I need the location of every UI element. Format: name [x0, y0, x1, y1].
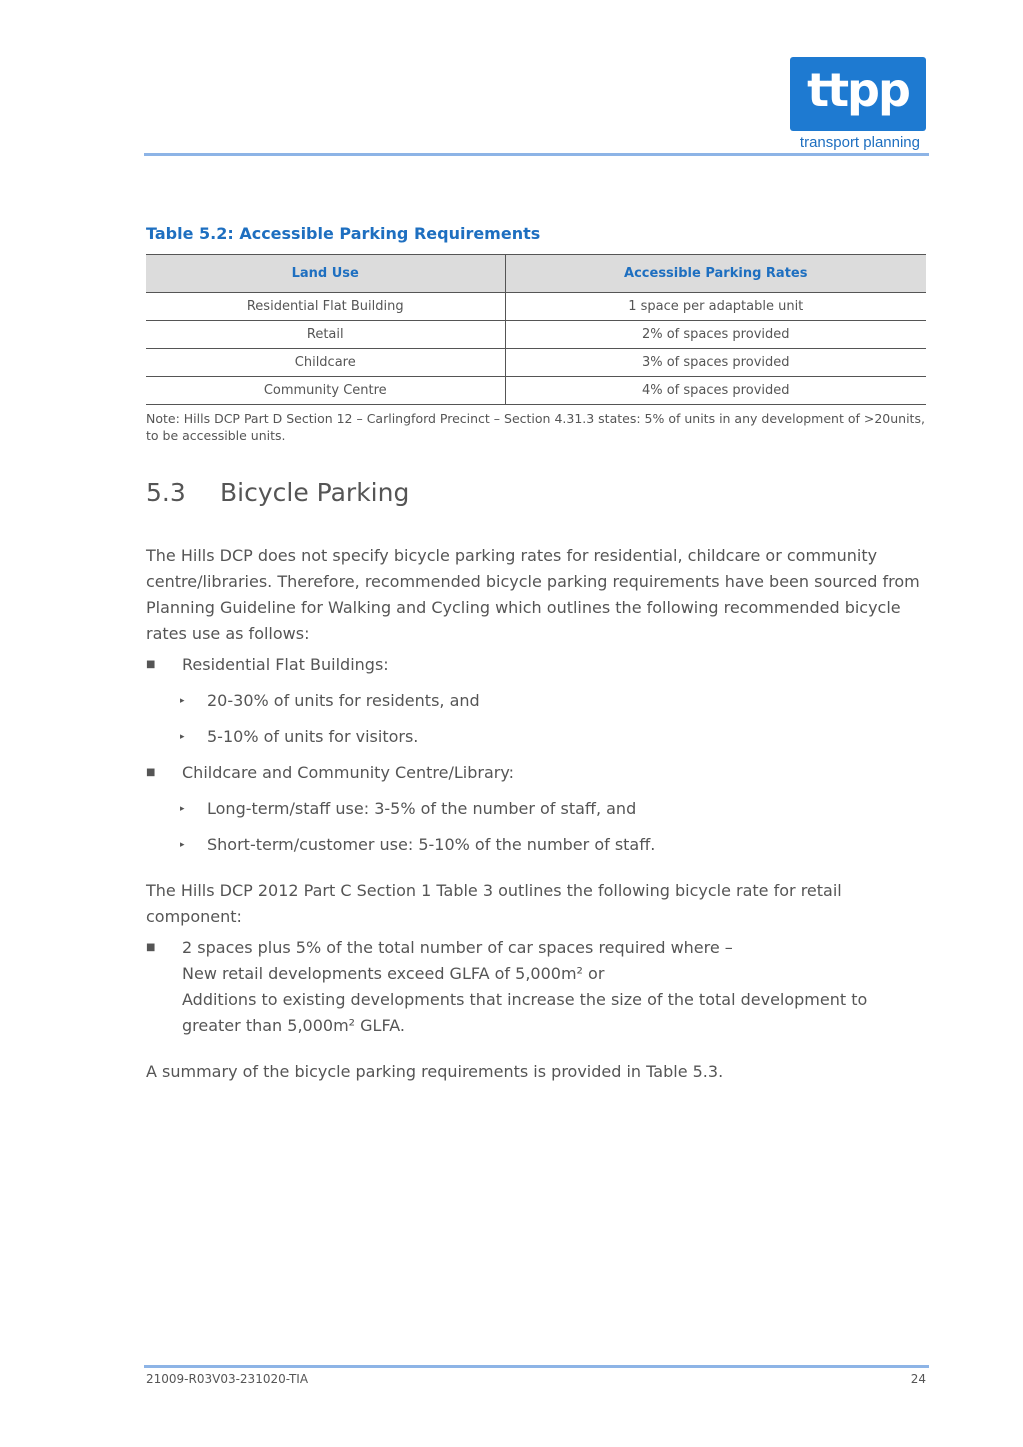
sub-bullet-text: Long-term/staff use: 3-5% of the number of staff, and [207, 799, 637, 818]
bullet-line: Additions to existing developments that increase the size of the total development to greater than 5,000m² GLFA. [182, 990, 868, 1035]
column-header: Accessible Parking Rates [505, 255, 926, 293]
table-cell: Residential Flat Building [146, 293, 505, 321]
section-title: Bicycle Parking [220, 478, 410, 507]
table-cell: 4% of spaces provided [505, 377, 926, 405]
bullet-square-icon: ■ [146, 659, 156, 670]
table-row [146, 377, 926, 405]
bullet-line: New retail developments exceed GLFA of 5,000m² or [182, 964, 605, 983]
bullet-triangle-icon: ▸ [180, 804, 185, 814]
bullet-text: Childcare and Community Centre/Library: [182, 763, 515, 782]
bullet-triangle-icon: ▸ [180, 696, 185, 706]
header-rule [144, 153, 929, 156]
accessible-parking-table [146, 254, 926, 405]
table-cell: Childcare [146, 349, 505, 377]
table-cell: Community Centre [146, 377, 505, 405]
document-reference: 21009-R03V03-231020-TIA [146, 1372, 309, 1386]
table-row [146, 349, 926, 377]
bullet-square-icon: ■ [146, 942, 156, 953]
table-cell: 1 space per adaptable unit [505, 293, 926, 321]
table-note: Note: Hills DCP Part D Section 12 – Carlingford Precinct – Section 4.31.3 states: 5% of units in any development of >20units, to be accessible units. [146, 411, 925, 443]
company-logo [790, 57, 926, 152]
bullet-triangle-icon: ▸ [180, 732, 185, 742]
table-header-row [146, 255, 926, 293]
section-number: 5.3 [146, 478, 186, 507]
logo-mark: ttpp [790, 57, 926, 131]
sub-bullet-text: 5-10% of units for visitors. [207, 727, 419, 746]
paragraph: The Hills DCP 2012 Part C Section 1 Table 3 outlines the following bicycle rate for retail component: [146, 881, 842, 926]
table-cell: 3% of spaces provided [505, 349, 926, 377]
table-cell: 2% of spaces provided [505, 321, 926, 349]
sub-bullet-text: Short-term/customer use: 5-10% of the number of staff. [207, 835, 656, 854]
bullet-square-icon: ■ [146, 767, 156, 778]
page-number: 24 [910, 1372, 926, 1386]
table-row [146, 293, 926, 321]
paragraph: The Hills DCP does not specify bicycle parking rates for residential, childcare or community centre/libraries. Therefore, recommended bicycle parking requirements have been sourced from Planning Guideline for Walking and Cycling which outlines the following recommended bicycle rates use as follows: [146, 546, 920, 643]
table-caption: Table 5.2: Accessible Parking Requirements [146, 224, 541, 243]
section-heading [146, 478, 409, 507]
paragraph: A summary of the bicycle parking requirements is provided in Table 5.3. [146, 1062, 724, 1081]
logo-subtitle: transport planning [799, 134, 920, 151]
footer-rule [144, 1365, 929, 1368]
column-header: Land Use [146, 255, 505, 293]
sub-bullet-text: 20-30% of units for residents, and [207, 691, 480, 710]
bullet-lines [182, 935, 926, 1039]
table-row [146, 321, 926, 349]
bullet-text: Residential Flat Buildings: [182, 655, 389, 674]
table-cell: Retail [146, 321, 505, 349]
bullet-triangle-icon: ▸ [180, 840, 185, 850]
bullet-line: 2 spaces plus 5% of the total number of car spaces required where – [182, 938, 733, 957]
